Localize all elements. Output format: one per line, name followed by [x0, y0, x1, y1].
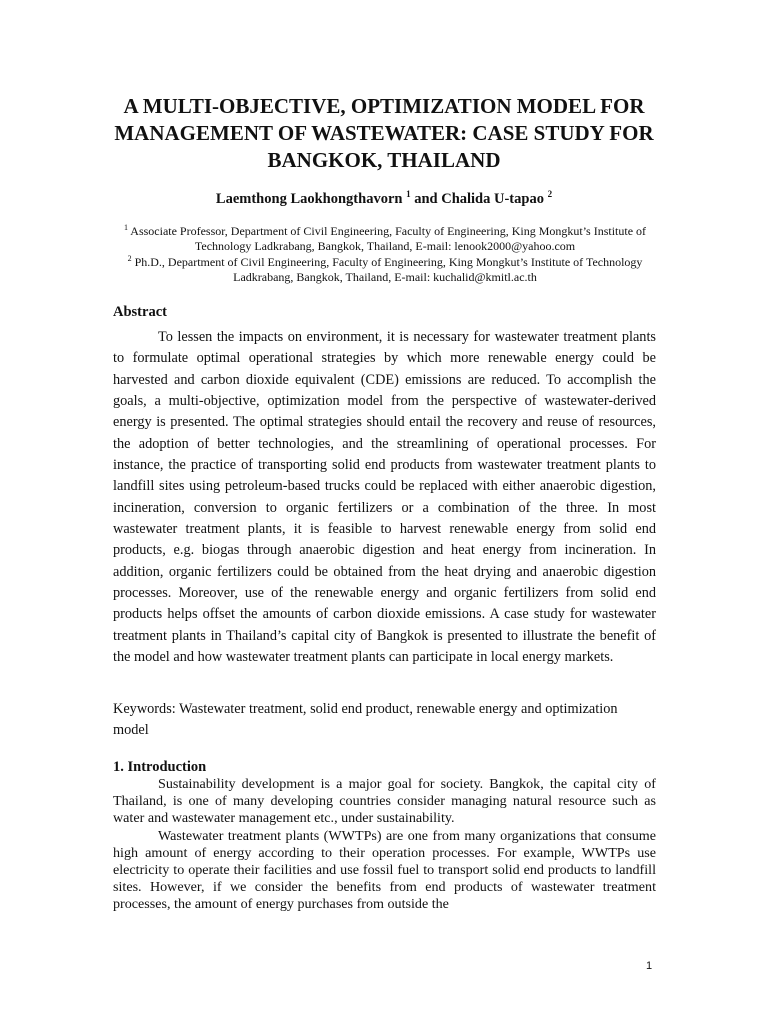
affiliation-1 — [112, 220, 658, 254]
author-joiner: and — [414, 190, 438, 207]
paper-title: A MULTI-OBJECTIVE, OPTIMIZATION MODEL FOR MANAGEMENT OF WASTEWATER: CASE STUDY FOR BANGKOK, THAILAND — [114, 94, 654, 172]
introduction-paragraph: Wastewater treatment plants (WWTPs) are one from many organizations that consume high amount of energy according to their operation processes. For example, WWTPs use electricity to operate their facilities and use fossil fuel to transport solid end products to landfill sites. However, if we consider the benefits from end products of wastewater treatment processes, the amount of energy purchases from outside the — [113, 827, 656, 913]
affiliation-text: Associate Professor, Department of Civil Engineering, Faculty of Engineering, King Mongkut’s Institute of Technology Ladkrabang, Bangkok, Thailand, E-mail: lenook2000@yahoo.com — [130, 224, 647, 253]
affiliation-mark: 2 — [547, 189, 553, 199]
introduction-heading: 1. Introduction — [113, 759, 207, 775]
affiliation-mark: 1 — [406, 189, 411, 199]
abstract-text: To lessen the impacts on environment, it is necessary for wastewater treatment plants to formulate optimal operational strategies by which more renewable energy could be harvested and carbon dioxide equivalent (CDE) emissions are reduced. To accomplish the goals, a multi-objective, optimization model from the perspective of wastewater-derived energy is presented. The optimal strategies should entail the recovery and reuse of resources, the adoption of better technologies, and the streamlining of operational processes. For instance, the practice of transporting solid end products from wastewater treatment plants to landfill sites using petroleum-based trucks could be replaced with either anaerobic digestion, incineration, conversion to organic fertilizers or a combination of the three. In most wastewater treatment plants, it is feasible to harvest renewable energy from solid end products, e.g. biogas through anaerobic digestion and heat energy from incineration. In addition, organic fertilizers could be obtained from the heat drying and anaerobic digestion processes. Moreover, use of the renewable energy and organic fertilizers from solid end products helps offset the amounts of carbon dioxide emissions. A case study for wastewater treatment plants in Thailand’s capital city of Bangkok is presented to illustrate the benefit of the model and how wastewater treatment plants can participate in local energy markets. — [113, 329, 656, 666]
affiliation-text: Ph.D., Department of Civil Engineering, Faculty of Engineering, King Mongkut’s Institute of Technology Ladkrabang, Bangkok, Thailand, E-mail: kuchalid@kmitl.ac.th — [134, 255, 643, 284]
page-number: 1 — [646, 960, 653, 972]
author-line — [110, 184, 658, 209]
introduction-paragraph: Sustainability development is a major goal for society. Bangkok, the capital city of Thailand, is one of many developing countries consider managing natural resource such as water and wastewater management etc., under sustainability. — [113, 776, 656, 827]
keywords: Keywords: Wastewater treatment, solid end product, renewable energy and optimization model — [113, 701, 618, 739]
abstract-heading: Abstract — [113, 304, 167, 320]
affiliation-mark: 2 — [127, 254, 132, 263]
author-name: Laemthong Laokhongthavorn — [215, 190, 403, 207]
affiliation-2 — [112, 251, 658, 285]
author-name: Chalida U-tapao — [441, 190, 544, 207]
introduction-body — [113, 776, 656, 914]
affiliation-mark: 1 — [123, 223, 128, 232]
